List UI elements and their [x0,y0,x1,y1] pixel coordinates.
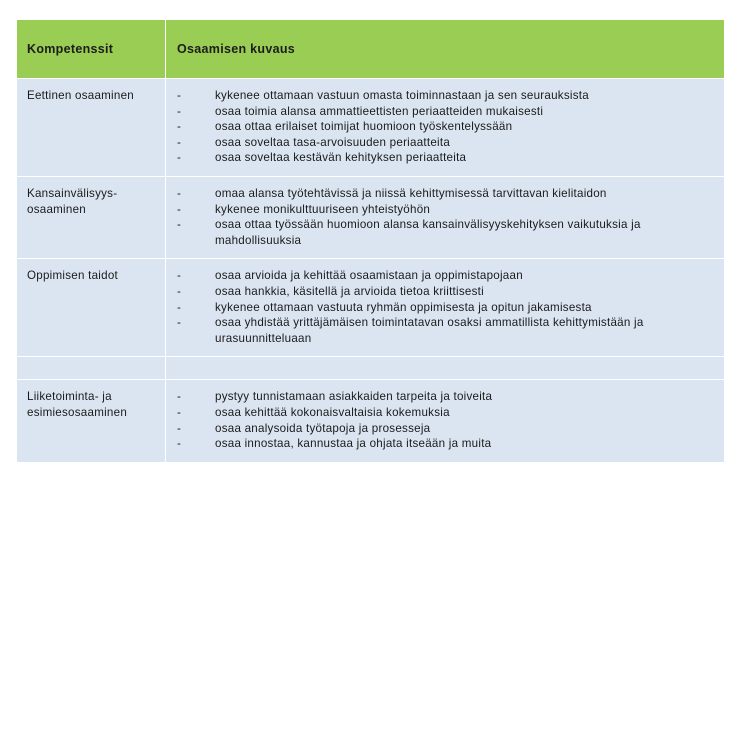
list-item [177,88,718,104]
table-row [17,176,725,258]
list-item [177,186,718,202]
table-row [17,79,725,177]
table-header [17,20,725,79]
list-item [177,405,718,421]
list-item-text: osaa toimia alansa ammattieettisten periaatteiden mukaisesti [215,104,544,118]
description-list [177,186,718,248]
list-item [177,150,718,166]
list-item [177,217,718,248]
list-item-text: kykenee ottamaan vastuuta ryhmän oppimisesta ja opitun jakamisesta [215,300,592,314]
table-row [17,380,725,462]
list-item-text: osaa analysoida työtapoja ja prosesseja [215,421,431,435]
bullet-marker: - [177,135,182,149]
list-item-text: osaa hankkia, käsitellä ja arvioida tietoa kriittisesti [215,284,484,298]
list-item [177,104,718,120]
list-item-text: kykenee ottamaan vastuun omasta toiminnastaan ja sen seurauksista [215,89,589,102]
bullet-marker: - [177,300,182,314]
competency-name: Kansainvälisyys-osaaminen [27,186,118,216]
bullet-marker: - [177,437,182,451]
bullet-marker: - [177,421,182,435]
list-item-text: pystyy tunnistamaan asiakkaiden tarpeita ja toiveita [215,390,493,404]
bullet-marker: - [177,284,182,298]
competency-name-cell [17,380,166,462]
list-item [177,436,718,452]
list-item [177,284,718,300]
bullet-marker: - [177,269,182,283]
list-item-text: osaa kehittää kokonaisvaltaisia kokemuksia [215,405,450,419]
table-spacer-row [17,357,725,380]
table-body [17,79,725,463]
bullet-marker: - [177,202,182,216]
list-item [177,119,718,135]
competency-name: Eettinen osaaminen [27,89,134,102]
list-item-text: omaa alansa työtehtävissä ja niissä kehittymisessä tarvittavan kielitaidon [215,186,607,200]
table-row [17,259,725,357]
bullet-marker: - [177,405,182,419]
bullet-marker: - [177,390,182,404]
spacer-cell [166,357,725,380]
competency-name-cell [17,259,166,357]
competency-table [16,19,725,463]
bullet-marker: - [177,186,182,200]
competency-description-cell [166,380,725,462]
list-item-text: osaa ottaa työssään huomioon alansa kansainvälisyyskehityksen vaikutuksia ja mahdollisuuksia [215,218,641,247]
list-item [177,421,718,437]
bullet-marker: - [177,120,182,134]
list-item [177,315,718,346]
bullet-marker: - [177,316,182,330]
column-header-description: Osaamisen kuvaus [166,20,725,79]
description-list [177,268,718,346]
list-item-text: osaa ottaa erilaiset toimijat huomioon työskentelyssään [215,120,513,134]
list-item [177,202,718,218]
competency-description-cell [166,176,725,258]
description-list [177,88,718,166]
list-item-text: osaa yhdistää yrittäjämäisen toimintatavan osaksi ammatillista kehittymistään ja urasuunnitteluaan [215,316,644,345]
table-header-row [17,20,725,79]
competency-name-cell [17,176,166,258]
list-item [177,135,718,151]
competency-name: Oppimisen taidot [27,269,118,283]
list-item-text: osaa soveltaa tasa-arvoisuuden periaatteita [215,135,451,149]
bullet-marker: - [177,151,182,165]
list-item [177,300,718,316]
list-item [177,268,718,284]
list-item [177,389,718,405]
bullet-marker: - [177,89,182,102]
list-item-text: osaa soveltaa kestävän kehityksen periaatteita [215,151,467,165]
competency-name: Liiketoiminta- ja esimiesosaaminen [27,390,128,419]
description-list [177,389,718,451]
list-item-text: osaa arvioida ja kehittää osaamistaan ja oppimistapojaan [215,269,523,283]
column-header-competencies: Kompetenssit [17,20,166,79]
spacer-cell [17,357,166,380]
bullet-marker: - [177,104,182,118]
competency-name-cell [17,79,166,177]
list-item-text: osaa innostaa, kannustaa ja ohjata itseään ja muita [215,437,492,451]
competency-description-cell [166,259,725,357]
competency-description-cell [166,79,725,177]
bullet-marker: - [177,218,182,232]
list-item-text: kykenee monikulttuuriseen yhteistyöhön [215,202,431,216]
